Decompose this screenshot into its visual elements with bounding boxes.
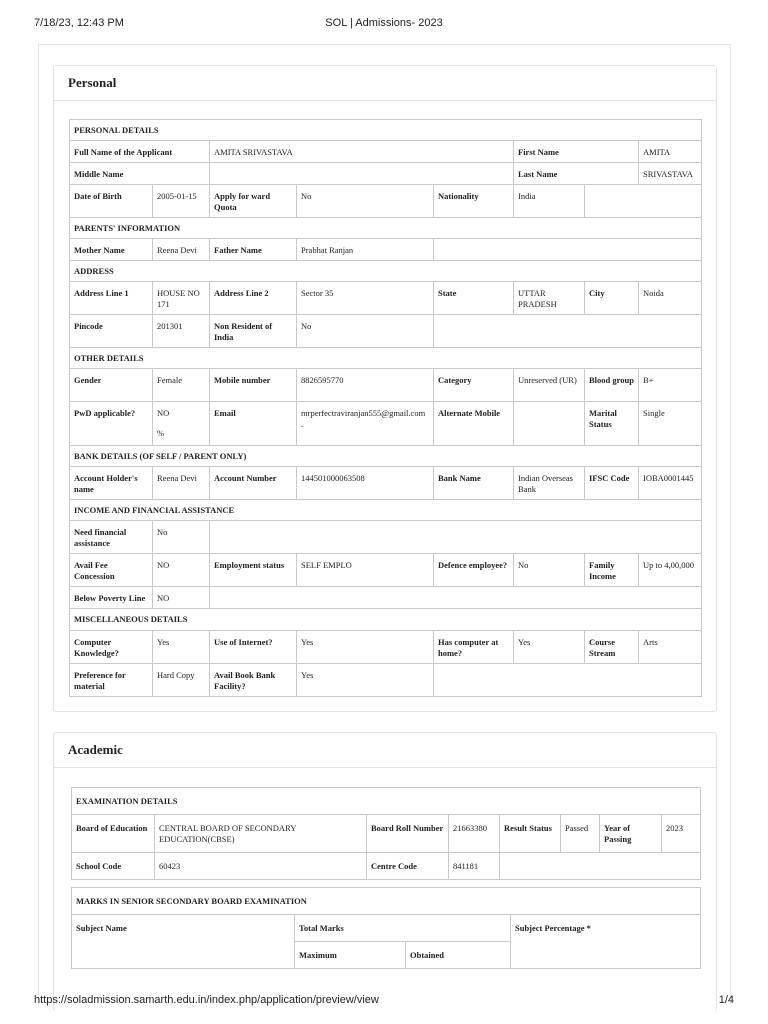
dob-label: Date of Birth (70, 185, 153, 218)
account-number-label: Account Number (210, 467, 297, 500)
account-holder-label: Account Holder's name (70, 467, 153, 500)
nationality-value: India (514, 185, 585, 218)
print-datetime: 7/18/23, 12:43 PM (34, 17, 124, 29)
defence-employee-label: Defence employee? (434, 554, 514, 587)
marital-status-value: Single (639, 402, 702, 446)
pwd-value: NO (157, 408, 170, 418)
section-other-details: OTHER DETAILS (70, 348, 702, 369)
alternate-mobile-label: Alternate Mobile (434, 402, 514, 446)
total-marks-header: Total Marks (295, 915, 511, 942)
year-of-passing-label: Year of Passing (600, 815, 662, 853)
section-examination-details: EXAMINATION DETAILS (72, 788, 701, 815)
email-label: Email (210, 402, 297, 446)
section-miscellaneous: MISCELLANEOUS DETAILS (70, 609, 702, 631)
examination-details-table (71, 787, 701, 880)
board-roll-value: 21663380 (449, 815, 500, 853)
fee-concession-value: NO (153, 554, 210, 587)
centre-code-value: 841181 (449, 853, 500, 880)
need-financial-label: Need financial assistance (70, 521, 153, 554)
board-label: Board of Education (72, 815, 155, 853)
board-roll-label: Board Roll Number (367, 815, 449, 853)
print-url: https://soladmission.samarth.edu.in/index.php/application/preview/view (34, 994, 379, 1006)
section-bank-details: BANK DETAILS (OF SELF / PARENT ONLY) (70, 446, 702, 467)
centre-code-label: Centre Code (367, 853, 449, 880)
pincode-label: Pincode (70, 315, 153, 348)
pwd-label: PwD applicable? (70, 402, 153, 446)
middle-name-label: Middle Name (70, 163, 210, 185)
school-code-value: 60423 (155, 853, 367, 880)
state-value: UTTAR PRADESH (514, 282, 585, 315)
blood-group-label: Blood group (585, 369, 639, 402)
marks-table (71, 887, 701, 969)
year-of-passing-value: 2023 (662, 815, 701, 853)
pincode-value: 201301 (153, 315, 210, 348)
maximum-header: Maximum (295, 942, 406, 969)
bank-name-value: Indian Overseas Bank (514, 467, 585, 500)
marital-status-label: Marital Status (585, 402, 639, 446)
subject-name-header: Subject Name (72, 915, 295, 969)
section-parents-information: PARENTS' INFORMATION (70, 218, 702, 239)
first-name-value: AMITA (639, 141, 702, 163)
account-number-value: 144501000063508 (297, 467, 434, 500)
bpl-value: NO (153, 587, 210, 609)
ward-quota-label: Apply for ward Quota (210, 185, 297, 218)
blood-group-value: B+ (639, 369, 702, 402)
bpl-label: Below Poverty Line (70, 587, 153, 609)
gender-label: Gender (70, 369, 153, 402)
section-marks: MARKS IN SENIOR SECONDARY BOARD EXAMINATION (72, 888, 701, 915)
address-line1-value: HOUSE NO 171 (153, 282, 210, 315)
mobile-label: Mobile number (210, 369, 297, 402)
address-line2-value: Sector 35 (297, 282, 434, 315)
nationality-label: Nationality (434, 185, 514, 218)
section-personal-details: PERSONAL DETAILS (70, 120, 702, 141)
defence-employee-value: No (514, 554, 585, 587)
computer-knowledge-value: Yes (153, 631, 210, 664)
email-value: mrperfectraviranjan555@gmail.com . (297, 402, 434, 446)
nri-value: No (297, 315, 434, 348)
result-status-label: Result Status (500, 815, 561, 853)
subject-percentage-header: Subject Percentage * (511, 915, 701, 969)
school-code-label: School Code (72, 853, 155, 880)
father-name-value: Prabhat Ranjan (297, 239, 434, 261)
print-page-number: 1/4 (718, 994, 734, 1006)
city-label: City (585, 282, 639, 315)
obtained-header: Obtained (406, 942, 511, 969)
internet-use-label: Use of Internet? (210, 631, 297, 664)
result-status-value: Passed (561, 815, 600, 853)
fee-concession-label: Avail Fee Concession (70, 554, 153, 587)
book-bank-label: Avail Book Bank Facility? (210, 664, 297, 697)
material-preference-value: Hard Copy (153, 664, 210, 697)
nri-label: Non Resident of India (210, 315, 297, 348)
mobile-value: 8826595770 (297, 369, 434, 402)
state-label: State (434, 282, 514, 315)
gender-value: Female (153, 369, 210, 402)
mother-name-label: Mother Name (70, 239, 153, 261)
course-stream-label: Course Stream (585, 631, 639, 664)
ifsc-code-value: IOBA0001445 (639, 467, 702, 500)
book-bank-value: Yes (297, 664, 434, 697)
print-footer (34, 994, 734, 1006)
full-name-label: Full Name of the Applicant (70, 141, 210, 163)
alternate-mobile-value (514, 402, 585, 446)
family-income-label: Family Income (585, 554, 639, 587)
account-holder-value: Reena Devi (153, 467, 210, 500)
employment-status-value: SELF EMPLO (297, 554, 434, 587)
full-name-value: AMITA SRIVASTAVA (210, 141, 514, 163)
category-value: Unreserved (UR) (514, 369, 585, 402)
board-value: CENTRAL BOARD OF SECONDARY EDUCATION(CBSE) (155, 815, 367, 853)
last-name-label: Last Name (514, 163, 639, 185)
computer-knowledge-label: Computer Knowledge? (70, 631, 153, 664)
ward-quota-value: No (297, 185, 434, 218)
has-computer-label: Has computer at home? (434, 631, 514, 664)
father-name-label: Father Name (210, 239, 297, 261)
ifsc-code-label: IFSC Code (585, 467, 639, 500)
academic-card-title: Academic (54, 733, 716, 768)
material-preference-label: Preference for material (70, 664, 153, 697)
print-title: SOL | Admissions- 2023 (325, 17, 443, 29)
personal-card-title: Personal (54, 66, 716, 101)
dob-value: 2005-01-15 (153, 185, 210, 218)
last-name-value: SRIVASTAVA (639, 163, 702, 185)
category-label: Category (434, 369, 514, 402)
address-line2-label: Address Line 2 (210, 282, 297, 315)
need-financial-value: No (153, 521, 210, 554)
middle-name-value (210, 163, 514, 185)
section-income-assistance: INCOME AND FINANCIAL ASSISTANCE (70, 500, 702, 521)
internet-use-value: Yes (297, 631, 434, 664)
first-name-label: First Name (514, 141, 639, 163)
print-header (34, 17, 734, 29)
has-computer-value: Yes (514, 631, 585, 664)
city-value: Noida (639, 282, 702, 315)
personal-details-table (69, 119, 702, 697)
course-stream-value: Arts (639, 631, 702, 664)
address-line1-label: Address Line 1 (70, 282, 153, 315)
employment-status-label: Employment status (210, 554, 297, 587)
family-income-value: Up to 4,00,000 (639, 554, 702, 587)
pwd-percent: % (157, 428, 165, 438)
bank-name-label: Bank Name (434, 467, 514, 500)
section-address: ADDRESS (70, 261, 702, 282)
mother-name-value: Reena Devi (153, 239, 210, 261)
